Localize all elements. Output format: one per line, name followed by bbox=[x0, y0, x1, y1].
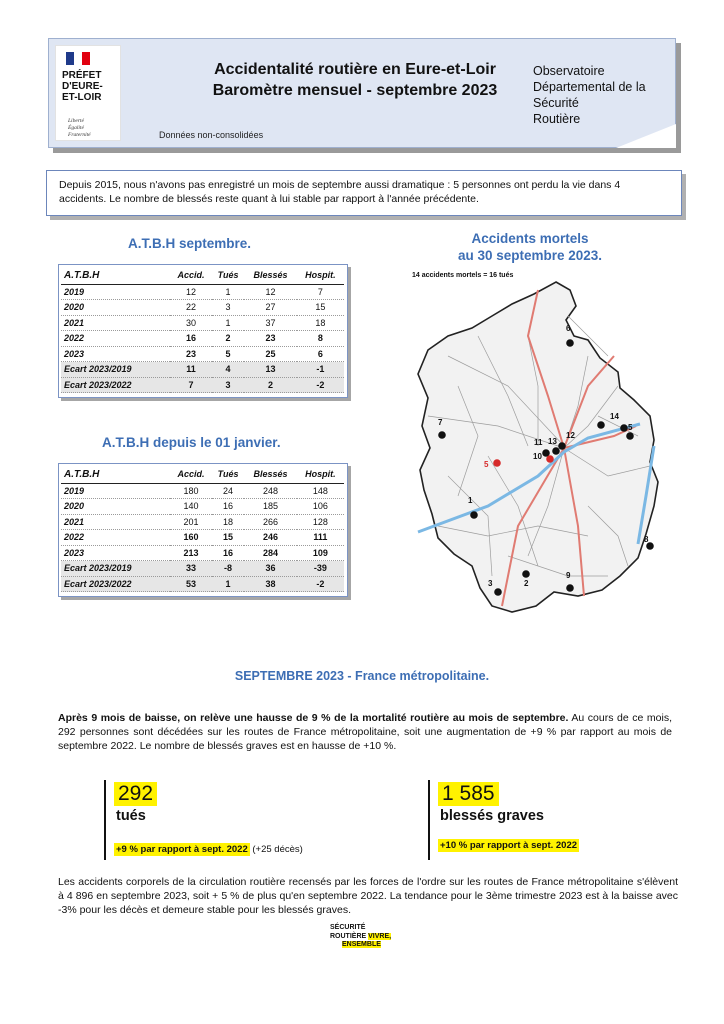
table-month bbox=[58, 264, 348, 398]
table-cell: -2 bbox=[297, 576, 344, 592]
accident-marker-6 bbox=[566, 339, 574, 347]
table-cell: 201 bbox=[170, 514, 212, 530]
stat-injured-note bbox=[438, 840, 579, 851]
french-flag-icon bbox=[66, 52, 90, 65]
map-legend: 14 accidents mortels = 16 tués bbox=[412, 272, 514, 279]
table-cell: 106 bbox=[297, 499, 344, 515]
table-cell: 24 bbox=[212, 483, 244, 499]
stat-bar bbox=[428, 780, 430, 860]
stat-injured-value: 1 585 bbox=[438, 782, 499, 806]
table-cell: Ecart 2023/2019 bbox=[61, 561, 170, 577]
devise-text: Liberté Égalité Fraternité bbox=[68, 118, 91, 138]
table-header-row bbox=[61, 267, 344, 284]
table-cell: 30 bbox=[170, 315, 212, 331]
column-header: A.T.B.H bbox=[61, 466, 170, 483]
table-row bbox=[61, 530, 344, 546]
france-summary-body: Au cours de ce mois, 292 personnes sont décédées sur les routes de France métropolitaine, soit une augmentation de +9 % par rapport au mois de septembre 2022. Le nombre de blessés graves est en hausse de +10 %. bbox=[58, 712, 672, 752]
table-cell: 15 bbox=[297, 300, 344, 316]
table-cell: 18 bbox=[297, 315, 344, 331]
accident-marker-label: 2 bbox=[524, 579, 529, 588]
table-cell: 160 bbox=[170, 530, 212, 546]
table-cell: 213 bbox=[170, 545, 212, 561]
table-cell: 27 bbox=[244, 300, 297, 316]
table-header-row bbox=[61, 466, 344, 483]
table-cell: Ecart 2023/2022 bbox=[61, 576, 170, 592]
table-cell: 7 bbox=[297, 284, 344, 300]
table-cell: 22 bbox=[170, 300, 212, 316]
column-header: Accid. bbox=[170, 267, 212, 284]
table-cell: 111 bbox=[297, 530, 344, 546]
accident-marker-7 bbox=[438, 431, 446, 439]
table-cell: -2 bbox=[297, 377, 344, 393]
table-cell: 148 bbox=[297, 483, 344, 499]
table-row bbox=[61, 315, 344, 331]
table-cell: 3 bbox=[212, 300, 244, 316]
accident-marker-2 bbox=[522, 570, 530, 578]
securite-routiere-logo: SÉCURITÉ ROUTIÈRE VIVRE, ENSEMBLE bbox=[330, 924, 392, 948]
table-cell: 140 bbox=[170, 499, 212, 515]
accident-marker-3 bbox=[494, 588, 502, 596]
table-cell: 266 bbox=[244, 514, 297, 530]
france-details: Les accidents corporels de la circulation routière recensés par les forces de l'ordre sur les routes de France métropolitaine s'élèvent à 4 896 en septembre 2023, soit + 5 % de plus qu'en septembre 2022. La tendance pour le 3ème trimestre 2023 est à la baisse avec -3% pour les décès et demeure stable pour les blessés graves. bbox=[58, 876, 678, 916]
table-cell: 23 bbox=[244, 331, 297, 347]
table-cell: 2021 bbox=[61, 315, 170, 331]
table-cell: 1 bbox=[212, 284, 244, 300]
column-header: Hospit. bbox=[297, 466, 344, 483]
accident-marker-label: 6 bbox=[566, 324, 571, 333]
accident-marker-12 bbox=[558, 442, 566, 450]
accident-marker-5 bbox=[493, 459, 501, 467]
table-cell: 38 bbox=[244, 576, 297, 592]
table-cell: 6 bbox=[297, 346, 344, 362]
prefet-logo bbox=[55, 45, 121, 141]
table-cell: 3 bbox=[212, 377, 244, 393]
table-cell: 11 bbox=[170, 362, 212, 378]
table-row bbox=[61, 514, 344, 530]
table-cell: 248 bbox=[244, 483, 297, 499]
stat-bar bbox=[104, 780, 106, 860]
table-ytd-title: A.T.B.H depuis le 01 janvier. bbox=[102, 435, 281, 450]
table-row bbox=[61, 362, 344, 378]
table-cell: 246 bbox=[244, 530, 297, 546]
column-header: Blessés bbox=[244, 267, 297, 284]
accident-marker-label: 9 bbox=[566, 571, 571, 580]
stat-killed-label: tués bbox=[116, 808, 146, 824]
table-cell: Ecart 2023/2019 bbox=[61, 362, 170, 378]
table-cell: 180 bbox=[170, 483, 212, 499]
table-cell: 2021 bbox=[61, 514, 170, 530]
accident-marker-label: 14 bbox=[610, 412, 619, 421]
table-cell: 23 bbox=[170, 346, 212, 362]
table-cell: 1 bbox=[212, 315, 244, 331]
table-row bbox=[61, 331, 344, 347]
accident-marker-label: 8 bbox=[644, 535, 649, 544]
accident-marker-label: 12 bbox=[566, 431, 575, 440]
table-cell: 16 bbox=[212, 545, 244, 561]
accident-marker-label: 7 bbox=[438, 418, 443, 427]
table-cell: 12 bbox=[244, 284, 297, 300]
intro-box: Depuis 2015, nous n'avons pas enregistré un mois de septembre aussi dramatique : 5 personnes ont perdu la vie dans 4 accidents. Le nombre de blessés reste quant à lui stable par rapport à l'année précédente. bbox=[46, 170, 682, 216]
table-cell: 2023 bbox=[61, 545, 170, 561]
table-row bbox=[61, 284, 344, 300]
accident-marker-label: 13 bbox=[548, 437, 557, 446]
stat-injured bbox=[428, 780, 628, 862]
table-cell: 13 bbox=[244, 362, 297, 378]
department-map bbox=[388, 276, 694, 616]
stat-injured-label: blessés graves bbox=[440, 808, 544, 824]
accident-marker-label: 5 bbox=[628, 423, 633, 432]
table-cell: 2020 bbox=[61, 300, 170, 316]
table-cell: -8 bbox=[212, 561, 244, 577]
accident-marker-label: 3 bbox=[488, 579, 493, 588]
column-header: A.T.B.H bbox=[61, 267, 170, 284]
column-header: Accid. bbox=[170, 466, 212, 483]
table-cell: 18 bbox=[212, 514, 244, 530]
table-row bbox=[61, 545, 344, 561]
table-cell: 128 bbox=[297, 514, 344, 530]
stat-injured-note-highlight: +10 % par rapport à sept. 2022 bbox=[440, 840, 578, 851]
table-row bbox=[61, 499, 344, 515]
table-cell: 53 bbox=[170, 576, 212, 592]
header-banner bbox=[48, 38, 676, 148]
table-row bbox=[61, 561, 344, 577]
table-row bbox=[61, 346, 344, 362]
table-month-title: A.T.B.H septembre. bbox=[128, 236, 252, 251]
department-outline bbox=[418, 282, 658, 612]
accident-marker-9 bbox=[566, 584, 574, 592]
table-cell: 2 bbox=[212, 331, 244, 347]
accident-marker-1 bbox=[470, 511, 478, 519]
table-cell: 185 bbox=[244, 499, 297, 515]
table-cell: 12 bbox=[170, 284, 212, 300]
table-cell: 4 bbox=[212, 362, 244, 378]
table-cell: 2019 bbox=[61, 483, 170, 499]
table-cell: 2022 bbox=[61, 331, 170, 347]
table-cell: 36 bbox=[244, 561, 297, 577]
prefet-logo-text: PRÉFET D'EURE- ET-LOIR bbox=[62, 70, 103, 103]
france-section-title: SEPTEMBRE 2023 - France métropolitaine. bbox=[234, 669, 490, 683]
table-cell: 2022 bbox=[61, 530, 170, 546]
stat-killed-note bbox=[114, 844, 303, 855]
accident-marker-15 bbox=[626, 432, 634, 440]
accident-marker-10 bbox=[546, 455, 554, 463]
accident-marker-label: 5 bbox=[484, 460, 489, 469]
accident-marker-13 bbox=[552, 447, 560, 455]
table-cell: -39 bbox=[297, 561, 344, 577]
page-title: Accidentalité routière en Eure-et-Loir Baromètre mensuel - septembre 2023 bbox=[212, 61, 498, 99]
table-row bbox=[61, 377, 344, 393]
column-header: Hospit. bbox=[297, 267, 344, 284]
column-header: Tués bbox=[212, 267, 244, 284]
accident-marker-label: 4 bbox=[598, 421, 603, 430]
table-cell: 5 bbox=[212, 346, 244, 362]
table-row bbox=[61, 300, 344, 316]
table-cell: 25 bbox=[244, 346, 297, 362]
accident-marker-label: 10 bbox=[533, 452, 542, 461]
stat-killed-value: 292 bbox=[114, 782, 157, 806]
column-header: Blessés bbox=[244, 466, 297, 483]
france-summary-lead: Après 9 mois de baisse, on relève une hausse de 9 % de la mortalité routière au mois de septembre. bbox=[58, 712, 569, 724]
table-cell: 37 bbox=[244, 315, 297, 331]
table-cell: 109 bbox=[297, 545, 344, 561]
accident-marker-label: 1 bbox=[468, 496, 473, 505]
table-cell: 16 bbox=[170, 331, 212, 347]
table-ytd bbox=[58, 463, 348, 597]
table-cell: 2 bbox=[244, 377, 297, 393]
column-header: Tués bbox=[212, 466, 244, 483]
table-cell: 2019 bbox=[61, 284, 170, 300]
observatoire-label: Observatoire Départemental de la Sécurité Routière bbox=[533, 64, 646, 126]
table-cell: 8 bbox=[297, 331, 344, 347]
table-cell: 1 bbox=[212, 576, 244, 592]
table-cell: 284 bbox=[244, 545, 297, 561]
accident-marker-14 bbox=[620, 424, 628, 432]
table-cell: 15 bbox=[212, 530, 244, 546]
map-title: Accidents mortels au 30 septembre 2023. bbox=[457, 231, 603, 263]
table-cell: 16 bbox=[212, 499, 244, 515]
table-cell: 2020 bbox=[61, 499, 170, 515]
stat-killed bbox=[104, 780, 364, 862]
table-row bbox=[61, 576, 344, 592]
table-row bbox=[61, 483, 344, 499]
stat-killed-note-highlight: +9 % par rapport à sept. 2022 bbox=[116, 844, 248, 855]
table-cell: Ecart 2023/2022 bbox=[61, 377, 170, 393]
folded-corner bbox=[616, 124, 676, 148]
table-cell: 7 bbox=[170, 377, 212, 393]
table-cell: -1 bbox=[297, 362, 344, 378]
accident-marker-label: 11 bbox=[534, 438, 543, 447]
data-note: Données non-consolidées bbox=[159, 130, 264, 140]
table-cell: 2023 bbox=[61, 346, 170, 362]
france-summary bbox=[58, 711, 672, 753]
stat-killed-note-extra: (+25 décès) bbox=[249, 844, 303, 855]
table-cell: 33 bbox=[170, 561, 212, 577]
